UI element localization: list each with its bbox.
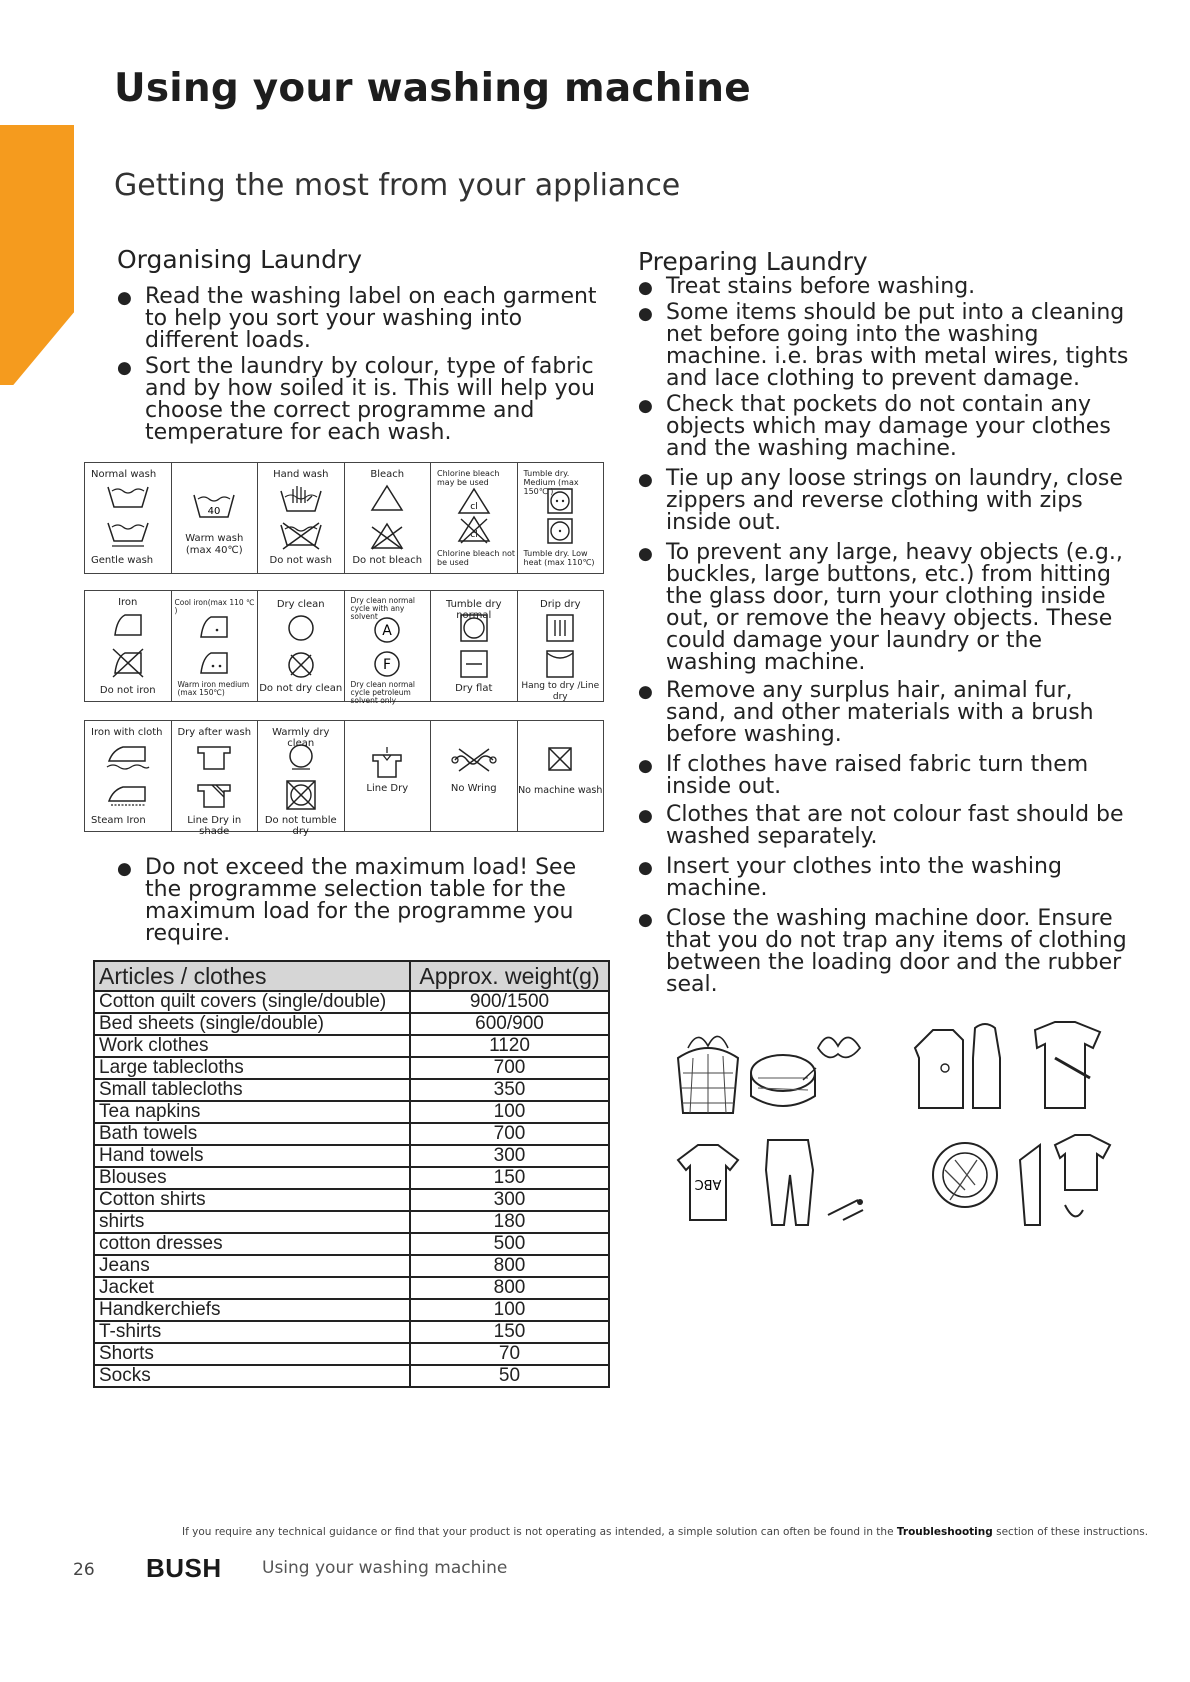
list-item: ● Close the washing machine door. Ensure that you do not trap any items of clothing between the loading door and the rubber seal.	[638, 908, 1138, 996]
care-symbols-row-1	[84, 462, 604, 574]
footer-note	[182, 1526, 1148, 1538]
table-row	[94, 991, 609, 1013]
dry-clean-petroleum-label: Dry clean normal cycle petroleum solvent only	[350, 680, 416, 705]
do-not-iron-label: Do not iron	[99, 685, 156, 696]
table-row	[94, 1255, 609, 1277]
dry-clean-icon	[286, 613, 316, 643]
weight-cell: 700	[410, 1057, 609, 1079]
weight-cell: 900/1500	[410, 991, 609, 1013]
weight-cell: 800	[410, 1255, 609, 1277]
article-cell: Cotton shirts	[94, 1189, 410, 1211]
load-warning	[117, 857, 607, 949]
table-row	[94, 1079, 609, 1101]
weight-cell: 1120	[410, 1035, 609, 1057]
dry-clean-label: Dry clean	[276, 599, 325, 610]
article-cell: Bed sheets (single/double)	[94, 1013, 410, 1035]
do-not-tumble-icon	[285, 779, 317, 811]
drip-dry-icon	[545, 613, 575, 643]
warm-wash-temp: 40	[207, 506, 221, 517]
article-cell: Shorts	[94, 1343, 410, 1365]
no-chlorine-cl: cl	[470, 530, 478, 540]
care-symbols-row-3	[84, 720, 604, 837]
tumble-medium-label: Tumble dry. Medium (max 150℃ )	[523, 469, 579, 496]
footer-note-before: If you require any technical guidance or find that your product is not operating as intended, a simple solution can often be found in the	[182, 1526, 894, 1538]
tumble-normal-icon	[459, 613, 489, 643]
tumble-low-label: Tumble dry. Low heat (max 110℃)	[523, 549, 595, 567]
article-cell: cotton dresses	[94, 1233, 410, 1255]
table-row	[94, 1123, 609, 1145]
column-header-weight: Approx. weight(g)	[410, 961, 609, 991]
dry-after-wash-label: Dry after wash	[177, 727, 252, 738]
article-cell: Bath towels	[94, 1123, 410, 1145]
list-item: ● Treat stains before washing.	[638, 276, 1138, 298]
tumble-medium-icon	[546, 487, 574, 515]
table-row	[94, 1299, 609, 1321]
section-tab	[0, 125, 74, 385]
list-item: ● Clothes that are not colour fast should be washed separately.	[638, 804, 1138, 848]
table-row	[94, 1167, 609, 1189]
bleach-label: Bleach	[370, 469, 405, 480]
article-cell: Blouses	[94, 1167, 410, 1189]
weight-cell: 300	[410, 1189, 609, 1211]
page-subtitle: Getting the most from your appliance	[114, 168, 681, 203]
warm-iron-icon	[197, 649, 231, 675]
iron-icon	[111, 611, 145, 637]
line-dry-icon	[545, 649, 575, 679]
cleaning-net-illustration	[668, 1018, 868, 1118]
article-cell: Tea napkins	[94, 1101, 410, 1123]
iron-with-cloth-icon	[105, 743, 151, 771]
warm-wash-label: Warm wash	[185, 533, 244, 544]
warmly-dry-clean-icon	[286, 741, 316, 771]
weight-cell: 50	[410, 1365, 609, 1387]
list-item: ● Insert your clothes into the washing machine.	[638, 856, 1138, 900]
chlorine-bleach-label: Chlorine bleach may be used	[437, 469, 500, 487]
drip-dry-label: Drip dry	[540, 599, 581, 610]
list-item: ● Check that pockets do not contain any objects which may damage your clothes and the washing machine.	[638, 394, 1138, 460]
dry-clean-f-icon	[372, 649, 402, 679]
list-item: ● If clothes have raised fabric turn them inside out.	[638, 754, 1138, 798]
footer-note-after: section of these instructions.	[996, 1526, 1149, 1538]
dry-clean-f-letter: F	[383, 657, 392, 673]
weight-cell: 600/900	[410, 1013, 609, 1035]
pockets-strings-illustration	[905, 1018, 1115, 1118]
weight-table	[93, 960, 610, 1388]
weight-cell: 300	[410, 1145, 609, 1167]
table-row	[94, 1101, 609, 1123]
page-title: Using your washing machine	[114, 66, 751, 111]
weight-cell: 100	[410, 1101, 609, 1123]
tumble-normal-label: Tumble dry normal	[445, 599, 502, 621]
weight-cell: 150	[410, 1167, 609, 1189]
do-not-wash-icon	[279, 521, 323, 551]
chlorine-not-label: Chlorine bleach not be used	[437, 549, 516, 567]
weight-cell: 150	[410, 1321, 609, 1343]
table-header-row	[94, 961, 609, 991]
weight-cell: 500	[410, 1233, 609, 1255]
dry-clean-any-label: Dry clean normal cycle with any solvent	[350, 596, 416, 621]
warm-wash-max-label: (max 40℃)	[185, 545, 243, 556]
list-item: ● Some items should be put into a cleaning net before going into the washing machine. i.e. bras with metal wires, tights and lace clothing to prevent damage.	[638, 302, 1138, 390]
hand-wash-label: Hand wash	[273, 469, 329, 480]
article-cell: Small tablecloths	[94, 1079, 410, 1101]
weight-cell: 180	[410, 1211, 609, 1233]
weight-cell: 350	[410, 1079, 609, 1101]
do-not-tumble-label: Do not tumble dry	[264, 815, 337, 837]
dry-after-wash-icon	[194, 741, 234, 771]
article-cell: Work clothes	[94, 1035, 410, 1057]
hand-wash-icon	[279, 483, 323, 513]
weight-cell: 800	[410, 1277, 609, 1299]
do-not-bleach-label: Do not bleach	[352, 555, 423, 566]
warm-iron-label: Warm iron medium (max 150℃)	[177, 680, 250, 697]
organising-heading: Organising Laundry	[117, 245, 363, 274]
table-row	[94, 1343, 609, 1365]
weight-table-body	[94, 991, 609, 1387]
line-dry-shade-icon	[194, 779, 234, 811]
table-row	[94, 1211, 609, 1233]
article-cell: shirts	[94, 1211, 410, 1233]
no-wring-label: No Wring	[450, 783, 497, 794]
column-header-articles: Articles / clothes	[94, 961, 410, 991]
warmly-dry-clean-label: Warmly dry clean	[272, 727, 330, 749]
article-cell: Jacket	[94, 1277, 410, 1299]
gentle-wash-label: Gentle wash	[91, 555, 154, 566]
do-not-iron-icon	[109, 645, 147, 679]
preparing-list	[638, 276, 1138, 1000]
chlorine-bleach-icon	[457, 487, 491, 515]
list-item: ● Remove any surplus hair, animal fur, sand, and other materials with a brush before washing.	[638, 680, 1138, 746]
table-row	[94, 1277, 609, 1299]
do-not-bleach-icon	[368, 521, 406, 551]
steam-iron-label: Steam Iron	[91, 815, 146, 826]
preparing-heading: Preparing Laundry	[638, 247, 868, 276]
no-wring-icon	[451, 747, 497, 773]
list-item: ● To prevent any large, heavy objects (e.g., buckles, large buttons, etc.) from hitting the glass door, turn your clothing inside out, or remove the heavy objects. These could damage your laundry or the washing machine.	[638, 542, 1138, 674]
normal-wash-icon	[106, 483, 150, 509]
steam-iron-icon	[105, 781, 151, 809]
article-cell: Socks	[94, 1365, 410, 1387]
weight-cell: 100	[410, 1299, 609, 1321]
care-symbols-row-2	[84, 590, 604, 705]
shirt-print-text: ABC	[694, 1176, 722, 1191]
cool-iron-icon	[197, 613, 231, 639]
dry-clean-a-letter: A	[382, 623, 393, 639]
dry-flat-label: Dry flat	[455, 683, 493, 694]
load-machine-illustration	[905, 1130, 1115, 1230]
no-machine-wash-icon	[546, 745, 574, 773]
no-chlorine-bleach-icon	[457, 515, 491, 545]
dry-flat-icon	[459, 649, 489, 679]
no-machine-wash-label: No machine wash	[518, 785, 603, 796]
do-not-dry-clean-icon	[285, 649, 317, 681]
article-cell: Hand towels	[94, 1145, 410, 1167]
table-row	[94, 1057, 609, 1079]
article-cell: Jeans	[94, 1255, 410, 1277]
iron-with-cloth-label: Iron with cloth	[91, 727, 163, 738]
cool-iron-label: Cool iron(max 110 ℃ )	[174, 598, 255, 615]
tumble-low-icon	[546, 517, 574, 545]
organising-list	[117, 286, 607, 448]
article-cell: T-shirts	[94, 1321, 410, 1343]
iron-label: Iron	[118, 597, 138, 608]
chlorine-cl: cl	[470, 502, 478, 512]
list-item: ● Do not exceed the maximum load! See the programme selection table for the maximum load for the programme you require.	[117, 857, 607, 945]
table-row	[94, 1013, 609, 1035]
table-row	[94, 1189, 609, 1211]
list-item: ● Read the washing label on each garment to help you sort your washing into different loads.	[117, 286, 607, 352]
table-row	[94, 1145, 609, 1167]
warm-wash-icon	[192, 491, 236, 519]
table-row	[94, 1365, 609, 1387]
weight-cell: 700	[410, 1123, 609, 1145]
gentle-wash-icon	[106, 519, 150, 549]
page-number: 26	[73, 1560, 95, 1580]
hang-to-dry-label: Hang to dry /Line dry	[521, 681, 600, 702]
table-row	[94, 1233, 609, 1255]
normal-wash-label: Normal wash	[91, 469, 157, 480]
footer-note-bold: Troubleshooting	[896, 1526, 993, 1538]
weight-cell: 70	[410, 1343, 609, 1365]
turn-inside-out-illustration	[668, 1130, 868, 1230]
brand-logo: BUSH	[146, 1553, 222, 1583]
footer-section-title: Using your washing machine	[262, 1558, 508, 1578]
line-dry-label: Line Dry	[366, 783, 409, 794]
table-row	[94, 1035, 609, 1057]
bleach-triangle-icon	[370, 483, 404, 513]
line-dry-shirt-icon	[369, 745, 405, 779]
article-cell: Handkerchiefs	[94, 1299, 410, 1321]
do-not-dry-clean-label: Do not dry clean	[259, 683, 343, 694]
article-cell: Cotton quilt covers (single/double)	[94, 991, 410, 1013]
list-item: ● Tie up any loose strings on laundry, close zippers and reverse clothing with zips inside out.	[638, 468, 1138, 534]
article-cell: Large tablecloths	[94, 1057, 410, 1079]
line-dry-shade-label: Line Dry in shade	[187, 815, 242, 837]
table-row	[94, 1321, 609, 1343]
do-not-wash-label: Do not wash	[269, 555, 332, 566]
dry-clean-a-icon	[372, 615, 402, 645]
list-item: ● Sort the laundry by colour, type of fabric and by how soiled it is. This will help you choose the correct programme and temperature for each wash.	[117, 356, 607, 444]
